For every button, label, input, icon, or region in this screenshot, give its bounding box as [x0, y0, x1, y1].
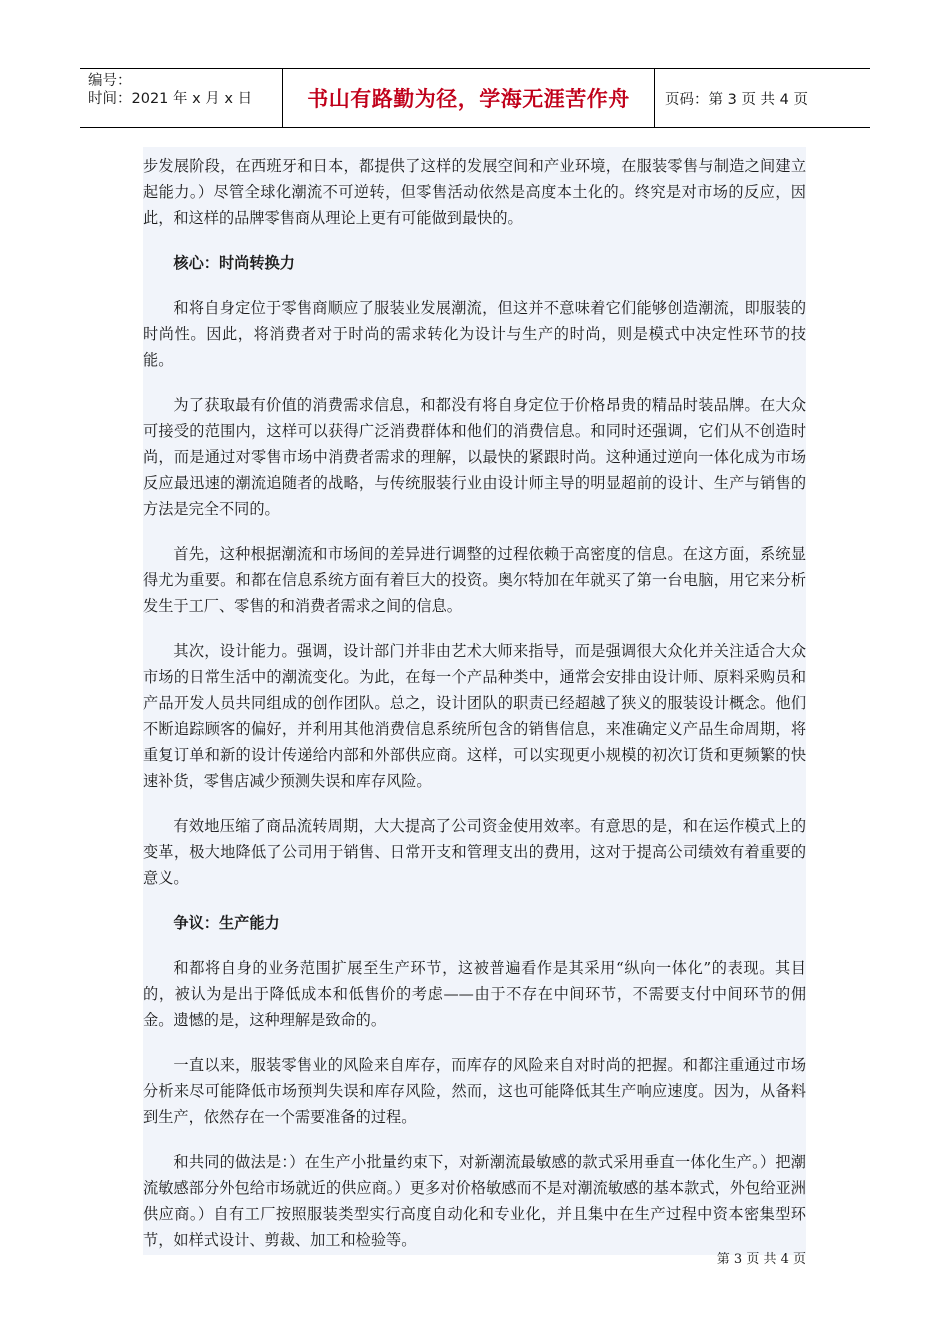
paragraph: 首先，这种根据潮流和市场间的差异进行调整的过程依赖于高密度的信息。在这方面，系统显得尤为重要。和都在信息系统方面有着巨大的投资。奥尔特加在年就买了第一台电脑，用它来分析发生于工厂、零售的和消费者需求之间的信息。: [143, 545, 806, 615]
paragraph: 和将自身定位于零售商顺应了服装业发展潮流，但这并不意味着它们能够创造潮流，即服装的时尚性。因此，将消费者对于时尚的需求转化为设计与生产的时尚，则是模式中决定性环节的技能。: [143, 299, 806, 369]
paragraph: 为了获取最有价值的消费需求信息，和都没有将自身定位于价格昂贵的精品时装品牌。在大众可接受的范围内，这样可以获得广泛消费群体和他们的消费信息。和同时还强调，它们从不创造时尚，而是通过对零售市场中消费者需求的理解，以最快的紧跟时尚。这种通过逆向一体化成为市场反应最迅速的潮流追随者的战略，与传统服装行业由设计师主导的明显超前的设计、生产与销售的方法是完全不同的。: [143, 396, 806, 518]
section-heading-controversy: 争议：生产能力: [173, 914, 280, 932]
paragraph-continued: 步发展阶段，在西班牙和日本，都提供了这样的发展空间和产业环境，在服装零售与制造之间建立起能力。）尽管全球化潮流不可逆转，但零售活动依然是高度本土化的。终究是对市场的反应，因此，和这样的品牌零售商从理论上更有可能做到最快的。: [143, 157, 806, 227]
paragraph: 和都将自身的业务范围扩展至生产环节，这被普遍看作是其采用“纵向一体化”的表现。其目的，被认为是出于降低成本和低售价的考虑——由于不存在中间环节，不需要支付中间环节的佣金。遗憾的是，这种理解是致命的。: [143, 959, 806, 1029]
page-header: [80, 68, 870, 128]
header-page-number: 页码：第 3 页 共 4 页: [665, 91, 808, 108]
header-info: [80, 69, 282, 127]
section-heading-core: 核心：时尚转换力: [173, 254, 295, 272]
date-text: 时间：2021 年 x 月 x 日: [88, 91, 253, 107]
serial-number-label: 编号：: [88, 73, 132, 89]
paragraph: 有效地压缩了商品流转周期，大大提高了公司资金使用效率。有意思的是，和在运作模式上的变革，极大地降低了公司用于销售、日常开支和管理支出的费用，这对于提高公司绩效有着重要的意义。: [143, 817, 806, 887]
paragraph: 一直以来，服装零售业的风险来自库存，而库存的风险来自对时尚的把握。和都注重通过市场分析来尽可能降低市场预判失误和库存风险，然而，这也可能降低其生产响应速度。因为，从备料到生产，依然存在一个需要准备的过程。: [143, 1056, 806, 1126]
paragraph: 和共同的做法是：）在生产小批量约束下，对新潮流最敏感的款式采用垂直一体化生产。）把潮流敏感部分外包给市场就近的供应商。）更多对价格敏感而不是对潮流敏感的基本款式，外包给亚洲供应商。）自有工厂按照服装类型实行高度自动化和专业化，并且集中在生产过程中资本密集型环节，如样式设计、剪裁、加工和检验等。: [143, 1153, 806, 1249]
header-motto: 书山有路勤为径，学海无涯苦作舟: [282, 69, 655, 127]
page-footer: 第 3 页 共 4 页: [716, 1252, 806, 1267]
document-body: [143, 147, 806, 1255]
paragraph: 其次，设计能力。强调，设计部门并非由艺术大师来指导，而是强调很大众化并关注适合大众市场的日常生活中的潮流变化。为此，在每一个产品种类中，通常会安排由设计师、原料采购员和产品开发人员共同组成的创作团队。总之，设计团队的职责已经超越了狭义的服装设计概念。他们不断追踪顾客的偏好，并利用其他消费信息系统所包含的销售信息，来准确定义产品生命周期，将重复订单和新的设计传递给内部和外部供应商。这样，可以实现更小规模的初次订货和更频繁的快速补货，零售店减少预测失误和库存风险。: [143, 642, 806, 790]
